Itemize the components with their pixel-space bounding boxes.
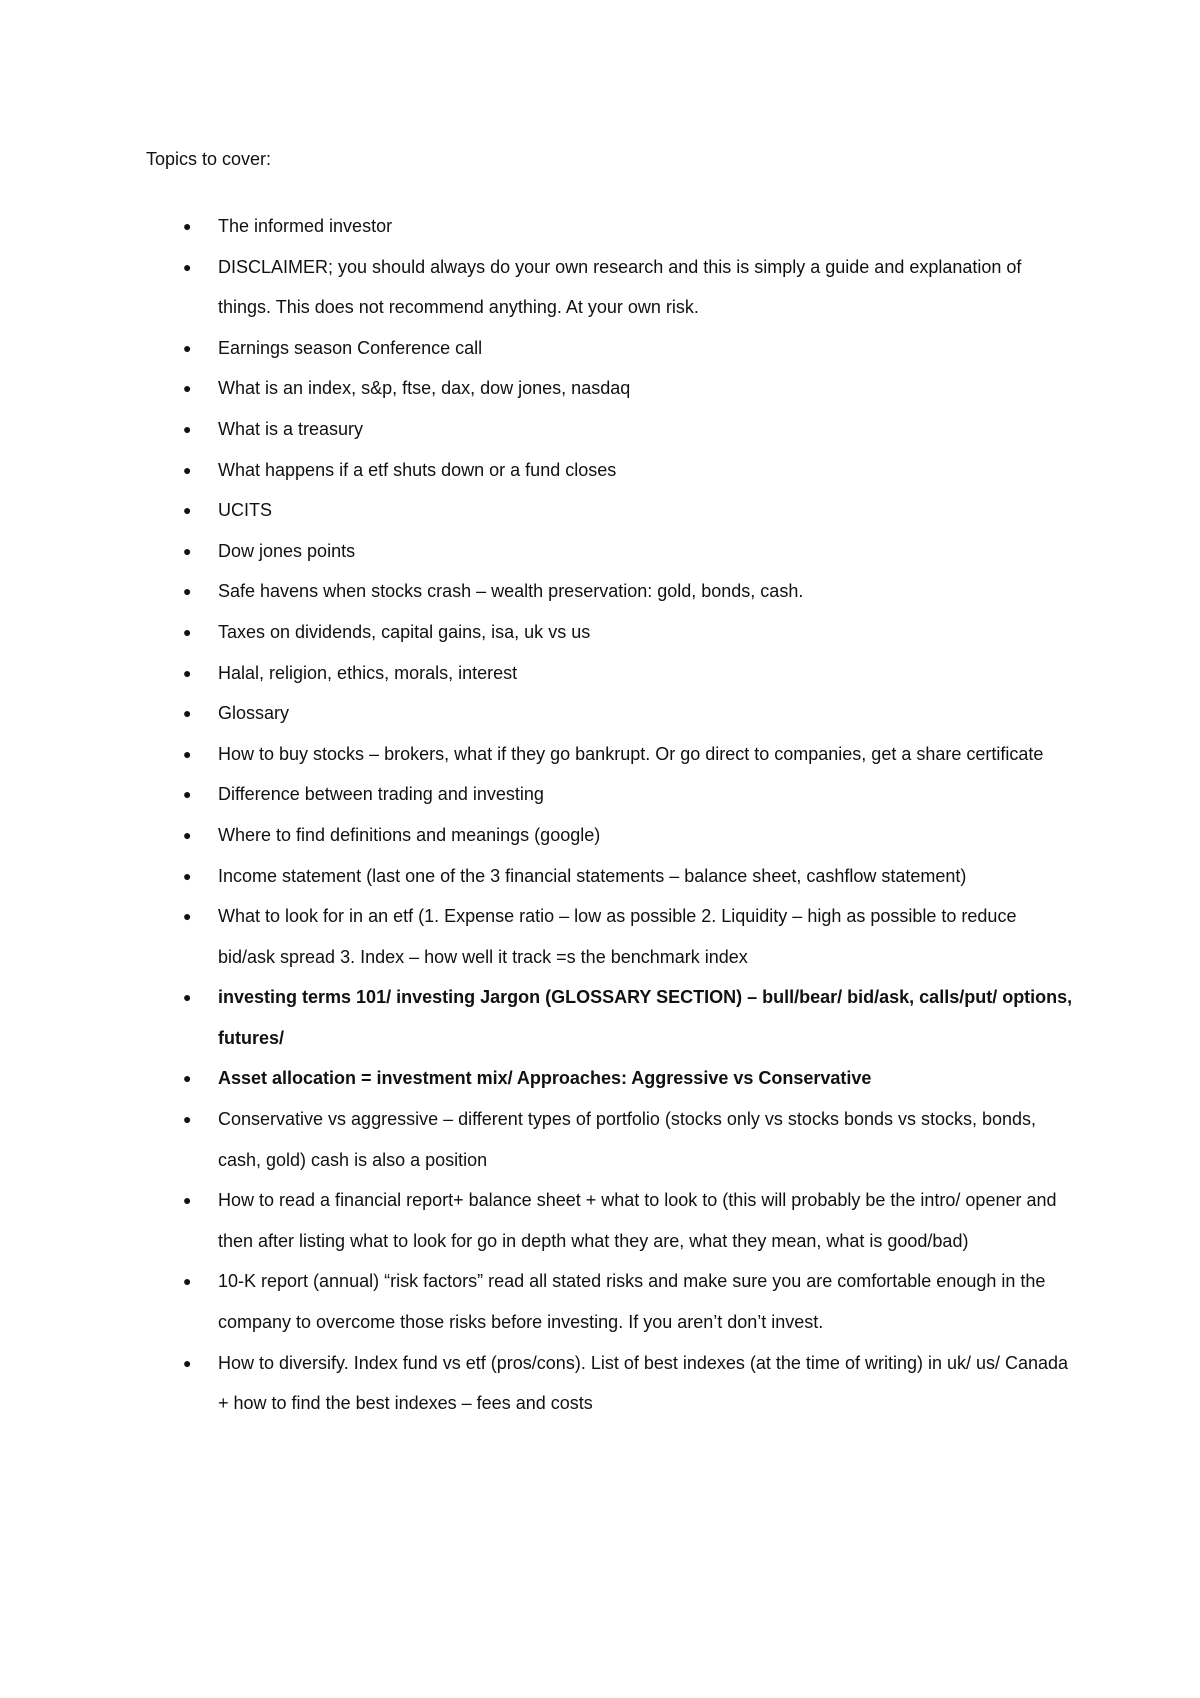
- topic-text: Halal, religion, ethics, morals, interest: [218, 662, 518, 683]
- topic-text: investing terms 101/ investing Jargon (GLOSSARY SECTION) – bull/bear/ bid/ask, calls/put/ options, futures/: [218, 987, 1073, 1048]
- topic-item: [146, 1261, 1076, 1342]
- topic-text: Taxes on dividends, capital gains, isa, uk vs us: [218, 621, 591, 642]
- topic-text: Earnings season Conference call: [218, 337, 483, 358]
- topic-item: [146, 1343, 1076, 1424]
- bullet-icon: ●: [183, 1354, 192, 1371]
- topic-item: [146, 977, 1076, 1058]
- topic-item: [146, 368, 1076, 409]
- topic-item: [146, 450, 1076, 491]
- bullet-icon: ●: [183, 583, 192, 600]
- topic-item: [146, 1058, 1076, 1099]
- topic-item: [146, 896, 1076, 977]
- bullet-icon: ●: [183, 1070, 192, 1087]
- topic-item: [146, 693, 1076, 734]
- bullet-icon: ●: [183, 786, 192, 803]
- bullet-icon: ●: [183, 420, 192, 437]
- topic-text: How to diversify. Index fund vs etf (pros/cons). List of best indexes (at the time of writing) in uk/ us/ Canada + how to find the best indexes – fees and costs: [218, 1352, 1069, 1414]
- topic-text: Difference between trading and investing: [218, 784, 544, 805]
- topic-text: How to buy stocks – brokers, what if they go bankrupt. Or go direct to companies, get a share certificate: [218, 743, 1044, 764]
- topic-text: 10-K report (annual) “risk factors” read all stated risks and make sure you are comfortable enough in the company to overcome those risks before investing. If you aren’t don’t invest.: [218, 1271, 1046, 1333]
- topic-text: Where to find definitions and meanings (google): [218, 824, 601, 845]
- topic-item: [146, 653, 1076, 694]
- topic-text: What happens if a etf shuts down or a fund closes: [218, 459, 617, 480]
- bullet-icon: ●: [183, 542, 192, 559]
- bullet-icon: ●: [183, 502, 192, 519]
- topic-text: DISCLAIMER; you should always do your own research and this is simply a guide and explanation of things. This does not recommend anything. At your own risk.: [218, 256, 1022, 318]
- topic-item: [146, 734, 1076, 775]
- topic-text: Glossary: [218, 703, 290, 724]
- topic-item: [146, 531, 1076, 572]
- bullet-icon: ●: [183, 705, 192, 722]
- topic-text: UCITS: [218, 500, 272, 521]
- topic-text: How to read a financial report+ balance sheet + what to look to (this will probably be the intro/ opener and then after listing what to look for go in depth what they are, what they mean, what is good/bad): [218, 1190, 1057, 1251]
- topic-text: Conservative vs aggressive – different types of portfolio (stocks only vs stocks bonds vs stocks, bonds, cash, gold) cash is also a position: [218, 1109, 1037, 1170]
- topic-item: [146, 571, 1076, 612]
- topic-text: What to look for in an etf (1. Expense ratio – low as possible 2. Liquidity – high as possible to reduce bid/ask spread 3. Index – how well it track =s the benchmark index: [218, 906, 1017, 967]
- bullet-icon: ●: [183, 908, 192, 925]
- bullet-icon: ●: [183, 1111, 192, 1128]
- topic-item: [146, 409, 1076, 450]
- topic-text: Safe havens when stocks crash – wealth preservation: gold, bonds, cash.: [218, 581, 804, 602]
- topic-item: [146, 1099, 1076, 1180]
- topic-text: What is an index, s&p, ftse, dax, dow jones, nasdaq: [218, 378, 631, 399]
- document-heading: Topics to cover:: [146, 149, 272, 169]
- bullet-icon: ●: [183, 218, 192, 234]
- topic-text: Asset allocation = investment mix/ Approaches: Aggressive vs Conservative: [218, 1068, 872, 1089]
- topic-text: What is a treasury: [218, 418, 364, 439]
- topic-item: [146, 247, 1076, 328]
- bullet-icon: ●: [183, 380, 192, 397]
- topic-item: [146, 612, 1076, 653]
- topic-item: [146, 1180, 1076, 1261]
- bullet-icon: ●: [183, 867, 192, 884]
- topics-list: [146, 206, 1076, 1424]
- topic-text: The informed investor: [218, 216, 393, 236]
- bullet-icon: ●: [183, 1273, 192, 1290]
- topic-item: [146, 815, 1076, 856]
- bullet-icon: ●: [183, 745, 192, 762]
- bullet-icon: ●: [183, 989, 192, 1006]
- bullet-icon: ●: [183, 664, 192, 681]
- bullet-icon: ●: [183, 623, 192, 640]
- topic-item: [146, 490, 1076, 531]
- topic-item: [146, 206, 1076, 247]
- bullet-icon: ●: [183, 339, 192, 356]
- bullet-icon: ●: [183, 258, 192, 275]
- topic-item: [146, 328, 1076, 369]
- bullet-icon: ●: [183, 826, 192, 843]
- topic-item: [146, 856, 1076, 897]
- bullet-icon: ●: [183, 1192, 192, 1209]
- bullet-icon: ●: [183, 461, 192, 478]
- topic-item: [146, 774, 1076, 815]
- topic-text: Income statement (last one of the 3 financial statements – balance sheet, cashflow statement): [218, 865, 967, 886]
- topic-text: Dow jones points: [218, 540, 356, 561]
